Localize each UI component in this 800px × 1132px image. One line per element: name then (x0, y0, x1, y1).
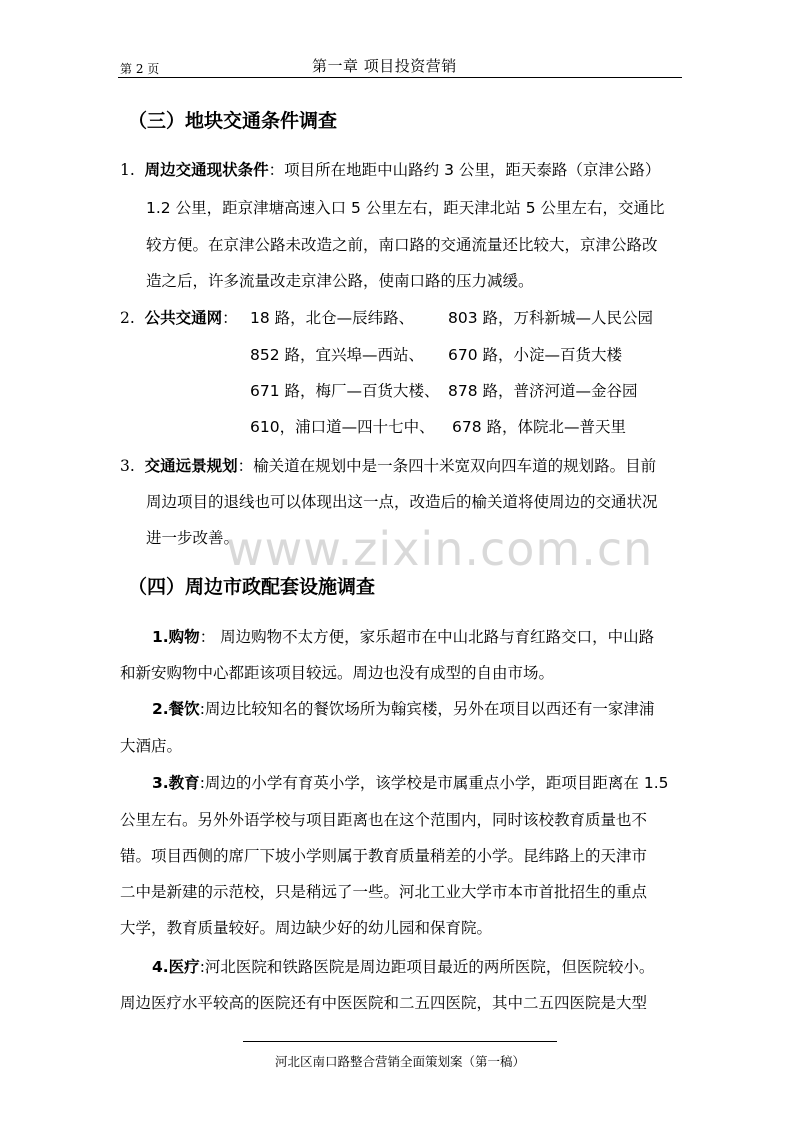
education-paragraph (152, 771, 669, 793)
paragraph-line: 造之后，许多流量改走京津公路，使南口路的压力减缓。 (146, 272, 534, 290)
paragraph-line: 公里左右。另外外语学校与项目距离也在这个范围内，同时该校教育质量也不 (120, 811, 648, 829)
section-4-title: （四）周边市政配套设施调查 (128, 576, 376, 598)
public-transport-heading (120, 306, 238, 328)
paragraph-line: 1.2 公里，距京津塘高速入口 5 公里左右，距天津北站 5 公里左右，交通比 (146, 199, 665, 217)
paragraph-line: ：榆关道在规划中是一条四十米宽双向四车道的规划路。目前 (237, 457, 657, 475)
bus-route: 671 路，梅厂—百货大楼、 (250, 382, 440, 400)
bus-route: 670 路，小淀—百货大楼 (448, 346, 623, 364)
paragraph-line: :河北医院和铁路医院是周边距项目最近的两所医院，但医院较小。 (199, 958, 655, 976)
paragraph-line: 错。项目西侧的席厂下坡小学则属于教育质量稍差的小学。昆纬路上的天津市 (120, 847, 648, 865)
dining-paragraph (152, 697, 654, 719)
paragraph-line: 大酒店。 (120, 737, 183, 755)
footer-text: 河北区南口路整合营销全面策划案（第一稿） (274, 1054, 525, 1069)
long-term-plan-paragraph (120, 454, 656, 476)
item-label: 交通远景规划 (144, 457, 238, 475)
bus-route: 678 路，体院北—普天里 (452, 418, 627, 436)
chapter-title: 第一章 项目投资营销 (312, 57, 457, 75)
paragraph-line: ： 周边购物不太方便，家乐超市在中山北路与育红路交口，中山路 (199, 628, 655, 646)
paragraph-line: 和新安购物中心都距该项目较远。周边也没有成型的自由市场。 (120, 664, 555, 682)
paragraph-line: 大学，教育质量较好。周边缺少好的幼儿园和保育院。 (120, 919, 493, 937)
section-3-title: （三）地块交通条件调查 (128, 110, 338, 132)
traffic-status-paragraph (120, 158, 660, 180)
item-label: 4.医疗 (152, 958, 200, 976)
paragraph-line: ：项目所在地距中山路约 3 公里，距天泰路（京津公路） (268, 161, 661, 179)
page-number: 第 2 页 (120, 62, 160, 76)
bus-route: 852 路，宜兴埠—西站、 (250, 346, 425, 364)
paragraph-line: 较方便。在京津公路未改造之前，南口路的交通流量还比较大，京津公路改 (146, 236, 658, 254)
paragraph-line: 二中是新建的示范校，只是稍远了一些。河北工业大学市本市首批招生的重点 (120, 883, 648, 901)
paragraph-line: 周边项目的退线也可以体现出这一点，改造后的榆关道将使周边的交通状况 (146, 493, 658, 511)
item-number: 3. (120, 457, 135, 475)
watermark: www.zixin.com.cn (226, 522, 654, 576)
item-label: 公共交通网 (144, 309, 223, 327)
bus-route: 18 路，北仓—辰纬路、 (250, 309, 415, 327)
shopping-paragraph (152, 625, 654, 647)
footer-divider (243, 1041, 557, 1042)
item-number: 2. (120, 309, 135, 327)
item-label: 3.教育 (152, 774, 200, 792)
bus-route: 803 路，万科新城—人民公园 (448, 309, 654, 327)
item-label: 2.餐饮 (152, 700, 200, 718)
item-label: 1.购物 (152, 628, 200, 646)
medical-paragraph (152, 955, 654, 977)
paragraph-line: 进一步改善。 (146, 529, 240, 547)
item-number: 1. (120, 161, 135, 179)
paragraph-line: :周边的小学有育英小学，该学校是市属重点小学，距项目距离在 1.5 (199, 774, 669, 792)
item-colon: ： (222, 309, 238, 327)
item-label: 周边交通现状条件 (144, 161, 269, 179)
bus-route: 878 路，普济河道—金谷园 (448, 382, 638, 400)
paragraph-line: 周边医疗水平较高的医院还有中医医院和二五四医院，其中二五四医院是大型 (120, 994, 648, 1012)
paragraph-line: :周边比较知名的餐饮场所为翰宾楼，另外在项目以西还有一家津浦 (199, 700, 655, 718)
bus-route: 610，浦口道—四十七中、 (250, 418, 435, 436)
header-divider (118, 77, 682, 78)
